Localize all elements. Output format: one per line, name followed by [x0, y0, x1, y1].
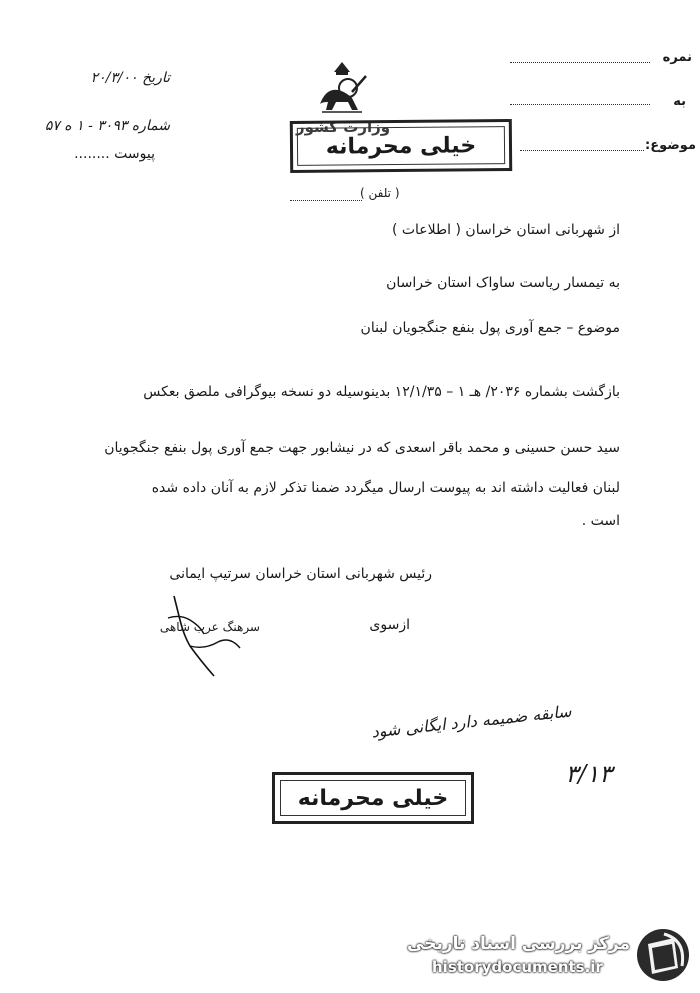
- to-dotted-line: [510, 104, 650, 105]
- top-classification-stamp: [290, 119, 512, 173]
- handwritten-date: ۳/۱۳: [565, 760, 612, 788]
- reference-number-line: شماره ۳۰۹۳ - ۱ ه ۵۷: [44, 118, 170, 134]
- attachment-line: پیوست ........: [74, 146, 155, 162]
- watermark-url: historydocuments.ir: [432, 958, 603, 976]
- signature-title: رئیس شهربانی استان خراسان سرتیپ ایمانی: [169, 566, 432, 582]
- handwritten-signature: [160, 590, 250, 690]
- letter-from: از شهربانی استان خراسان ( اطلاعات ): [391, 222, 620, 238]
- to-label: به: [673, 94, 686, 109]
- watermark-name: مرکز بررسی اسناد تاریخی: [407, 934, 630, 954]
- top-stamp-text: خیلی محرمانه: [325, 132, 477, 160]
- letterhead-code-dotted-line: [290, 200, 362, 201]
- letter-body-line-2: سید حسن حسینی و محمد باقر اسعدی که در نیشابور جهت جمع آوری پول بنفع جنگجویان: [104, 440, 620, 456]
- letter-body-line-1: بازگشت بشماره ۲۰۳۶/ هـ ۱ – ۱۲/۱/۳۵ بدینوسیله دو نسخه بیوگرافی ملصق بعکس: [143, 384, 620, 400]
- bottom-stamp-text: خیلی محرمانه: [297, 785, 449, 811]
- date-line: تاریخ ۲۰/۳/۰۰: [90, 70, 170, 86]
- lion-and-sun-emblem-icon: [312, 58, 372, 118]
- letter-body-line-3: لبنان فعالیت داشته اند به پیوست ارسال میگردد ضمنا تذکر لازم به آنان داده شده: [151, 480, 620, 496]
- on-behalf-label: ازسوی: [369, 617, 410, 633]
- letter-to: به تیمسار ریاست ساواک استان خراسان: [386, 275, 620, 291]
- handwritten-note: سابقه ضمیمه دارد ایگانی شود: [370, 701, 573, 742]
- letterhead-code: ( تلفن ): [360, 186, 400, 200]
- letter-subject: موضوع – جمع آوری پول بنفع جنگجویان لبنان: [360, 320, 620, 336]
- subject-dotted-line: [520, 150, 644, 151]
- letter-body-line-4: است .: [581, 513, 620, 529]
- subject-label: موضوع:: [645, 138, 696, 153]
- deputy-name: سرهنگ عرب شاهی: [159, 620, 260, 634]
- ministry-name: وزارت کشور: [296, 118, 391, 136]
- top-stamp-inner-border: [297, 126, 505, 166]
- bottom-classification-stamp: [272, 772, 474, 824]
- number-label: نمره: [662, 50, 692, 65]
- archive-logo-icon: [634, 926, 692, 984]
- bottom-stamp-inner-border: [280, 780, 466, 816]
- number-dotted-line: [510, 62, 650, 63]
